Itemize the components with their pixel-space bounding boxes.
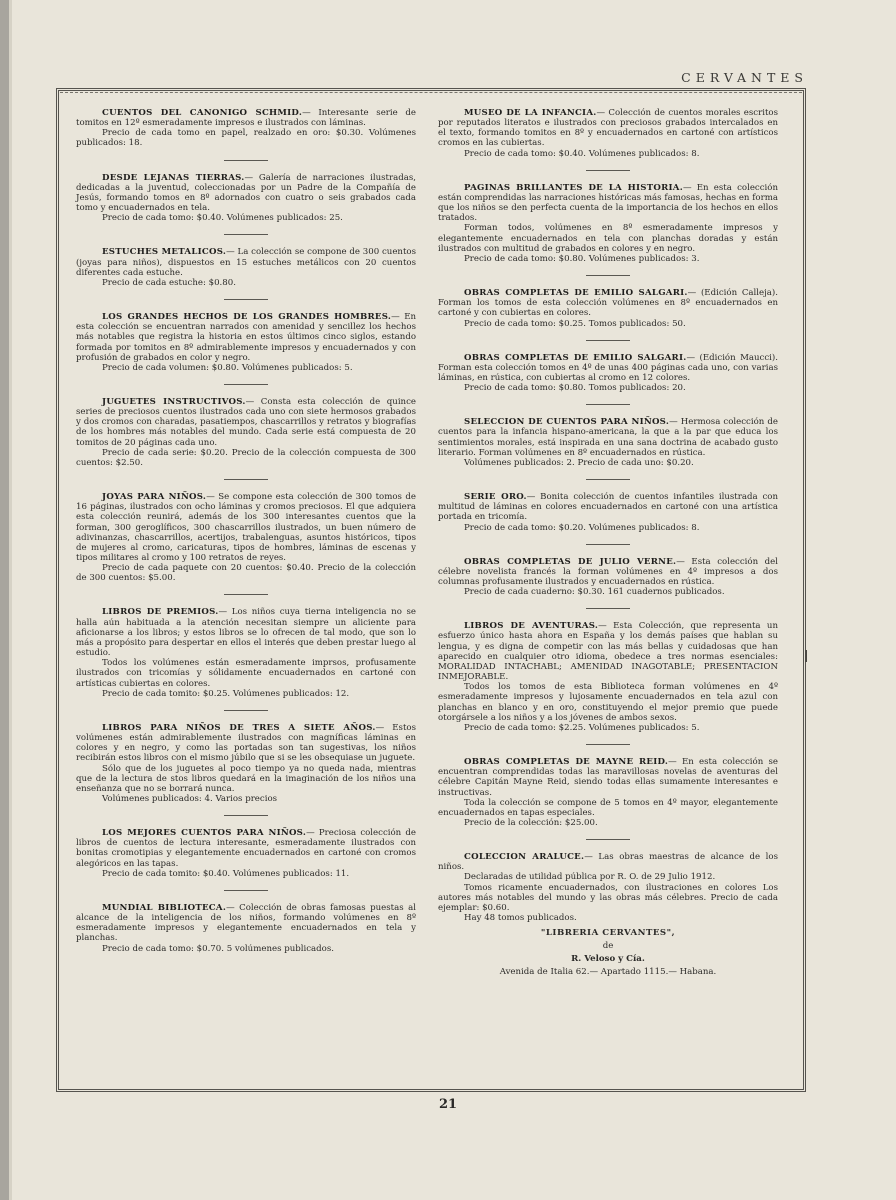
entry-title: COLECCION ARALUCE. xyxy=(464,852,585,863)
entry-body: En esta colección se encuentran comprendidas todas las maravillosas novelas de aventuras del célebre Capitán Mayne Reid, siendo todas ellas sumamente interesantes e instructivas. xyxy=(438,757,778,798)
entry-price: Precio de cada tomo: $2.25. Volúmenes publicados: 5. xyxy=(464,722,700,733)
entry-price: Precio de la colección: $25.00. xyxy=(464,817,598,828)
entry-price: Precio de cada tomo: $0.40. Volúmenes publicados: 8. xyxy=(464,148,700,159)
entry-body: Preciosa colección de libros de cuentos de lectura interesante, esmeradamente ilustrados con bonitas cromotipias y elegantemente encuadernados en cartoné con cromos alegóricos en las tapas. xyxy=(76,828,417,869)
entry-separator xyxy=(586,544,630,545)
right-column xyxy=(438,108,778,979)
entry-price: Precio de cada estuche: $0.80. xyxy=(102,277,236,288)
entry-separator xyxy=(224,384,268,385)
catalog-entry xyxy=(438,353,778,394)
entry-separator xyxy=(586,170,630,171)
entry-body: Se compone esta colección de 300 tomos de 16 páginas, ilustrados con ocho láminas y cromos preciosos. El que adquiera esta colección reunirá, además de los 300 interesantes cuentos que la forman, 300 geroglíficos, 300 chascarrillos ilustrados, un buen número de adivinanzas, chascarrillos, acertijos, trabalenguas, asuntos históricos, tipos de mujeres al cromo, caricaturas, tipos de hombres, láminas de escenas y tipos militares al cromo y 100 retratos de reyes. xyxy=(76,492,417,563)
entry-extra-paragraph: Sólo que de los juguetes al poco tiempo ya no queda nada, mientras que de la lectura de stos libros quedará en la imaginación de los niños una enseñanza que no se borrará nunca. xyxy=(76,763,416,794)
entry-separator xyxy=(224,594,268,595)
catalog-entry xyxy=(76,173,416,224)
entry-price: Precio de cada tomo: $0.80. Tomos publicados: 20. xyxy=(464,383,686,394)
entry-body: Hermosa colección de cuentos para la infancia hispano-americana, la que a la par que educa los sentimientos morales, está inspirada en una sana doctrina de acabado gusto literario. Forman volúmenes en 8º encuadernados en rústica. xyxy=(438,417,779,458)
catalog-entry xyxy=(76,828,416,879)
entry-title: OBRAS COMPLETAS DE JULIO VERNE. xyxy=(464,556,677,567)
catalog-entry xyxy=(438,492,778,533)
entry-description: PAGINAS BRILLANTES DE LA HISTORIA.— En esta colección están comprendidas las narraciones históricas más famosas, hechas en forma que los niños se den perfecta cuenta de la importancia de los hechos en ellos tratados. xyxy=(438,182,778,224)
entry-description: OBRAS COMPLETAS DE JULIO VERNE.— Esta colección del célebre novelista francés la forman volúmenes en 4º impresos a dos columnas profusamente ilustrados y encuadernados en rústica. xyxy=(438,556,779,587)
catalog-entry xyxy=(76,723,416,804)
entry-description: OBRAS COMPLETAS DE EMILIO SALGARI.— (Edición Calleja). Forman los tomos de esta colección volúmenes en 8º encuadernados en cartoné y con cubiertas en colores. xyxy=(438,288,778,319)
left-column xyxy=(76,108,416,954)
entry-title: OBRAS COMPLETAS DE EMILIO SALGARI. xyxy=(464,288,688,299)
entry-price: Precio de cada tomo: $0.20. Volúmenes publicados: 8. xyxy=(464,522,700,533)
entry-separator xyxy=(224,479,268,480)
entry-price: Volúmenes publicados: 4. Varios precios xyxy=(102,793,278,804)
entry-price: Precio de cada tomo: $0.40. Volúmenes publicados: 25. xyxy=(102,213,343,224)
right-column-entries xyxy=(438,108,778,923)
entry-title: DESDE LEJANAS TIERRAS. xyxy=(102,172,245,183)
entry-separator xyxy=(224,890,268,891)
margin-mark xyxy=(805,650,807,662)
entry-title: LIBROS PARA NIÑOS DE TRES A SIETE AÑOS. xyxy=(102,722,376,733)
catalog-entry xyxy=(438,557,778,598)
entry-description: SERIE ORO.— Bonita colección de cuentos infantiles ilustrada con multitud de láminas en colores encuadernados en cartoné con una artística portada en tricomía. xyxy=(438,492,778,523)
catalog-entry xyxy=(438,417,778,468)
entry-description: LOS MEJORES CUENTOS PARA NIÑOS.— Preciosa colección de libros de cuentos de lectura interesante, esmeradamente ilustrados con bonitas cromotipias y elegantemente encuadernados en cartoné con cromos alegóricos en las tapas. xyxy=(76,828,417,869)
entry-separator xyxy=(586,744,630,745)
entry-separator xyxy=(586,479,630,480)
catalog-entry xyxy=(76,312,416,373)
entry-description: SELECCION DE CUENTOS PARA NIÑOS.— Hermosa colección de cuentos para la infancia hispano-americana, la que a la par que educa los sentimientos morales, está inspirada en una sana doctrina de acabado gusto literario. Forman volúmenes en 8º encuadernados en rústica. xyxy=(438,417,779,458)
entry-price: Precio de cada tomito: $0.25. Volúmenes publicados: 12. xyxy=(102,688,350,699)
entry-description: MUNDIAL BIBLIOTECA.— Colección de obras famosas puestas al alcance de la inteligencia de los niños, formando volúmenes en 8º esmeradamente impresos y elegantemente encuadernados en tela y planchas. xyxy=(76,902,416,944)
entry-title: LIBROS DE AVENTURAS. xyxy=(464,621,599,632)
entry-separator xyxy=(224,299,268,300)
entry-price: Precio de cada tomo en papel, realzado en oro: $0.30. Volúmenes publicados: 18. xyxy=(76,128,416,149)
imprint-company: R. Veloso y Cía. xyxy=(571,954,645,965)
entry-title: OBRAS COMPLETAS DE MAYNE REID. xyxy=(464,757,669,768)
entry-description: JOYAS PARA NIÑOS.— Se compone esta colección de 300 tomos de 16 páginas, ilustrados con ocho láminas y cromos preciosos. El que adquiera esta colección reunirá, además de los 300 interesantes cuentos que la forman, 300 geroglíficos, 300 chascarrillos ilustrados, un buen número de adivinanzas, chascarrillos, acertijos, trabalenguas, asuntos históricos, tipos de mujeres al cromo, caricaturas, tipos de hombres, láminas de escenas y tipos militares al cromo y 100 retratos de reyes. xyxy=(76,492,417,563)
entry-body: En esta colección se encuentran narrados con amenidad y sencillez los hechos más notables que registra la historia en estos últimos cinco siglos, estando formada por tomitos en 8º admirablemente impresos y encuadernados y con profusión de grabados en color y negro. xyxy=(76,312,416,363)
entry-body: Colección de cuentos morales escritos por reputados literatos e ilustrados con preciosos grabados intercalados en el texto, formando tomitos en 8º y encuadernados en cartoné con artísticos cromos en las cubiertas. xyxy=(438,108,778,149)
running-header: CERVANTES xyxy=(681,70,808,85)
imprint-of: de xyxy=(602,941,614,952)
entry-body: Estos volúmenes están admirablemente ilustrados con magníficas láminas en colores y en negro, y como las portadas son tan sugestivas, los niños recibirán estos libros con el mismo júbilo que si se les obsequiase un juguete. xyxy=(76,722,416,764)
entry-title: ESTUCHES METALICOS. xyxy=(102,247,227,258)
entry-separator xyxy=(586,839,630,840)
entry-body: Interesante serie de tomitos en 12º esmeradamente impresos e ilustrados con láminas. xyxy=(76,108,417,129)
catalog-entry xyxy=(76,108,416,149)
entry-description: CUENTOS DEL CANONIGO SCHMID.— Interesante serie de tomitos en 12º esmeradamente impresos e ilustrados con láminas. xyxy=(76,108,417,129)
entry-title: MUSEO DE LA INFANCIA. xyxy=(464,108,597,118)
entry-description: ESTUCHES METALICOS.— La colección se compone de 300 cuentos (joyas para niños), dispuestos en 15 estuches metálicos con 20 cuentos diferentes cada estuche. xyxy=(76,247,416,278)
entry-description: DESDE LEJANAS TIERRAS.— Galería de narraciones ilustradas, dedicadas a la juventud, coleccionadas por un Padre de la Compañía de Jesús, formando tomos en 8º adornados con cuatro o seis grabados cada tomo y encuadernados en tela. xyxy=(76,172,416,214)
catalog-entry xyxy=(438,852,778,923)
entry-title: LOS GRANDES HECHOS DE LOS GRANDES HOMBRES. xyxy=(102,312,392,323)
entry-body: Bonita colección de cuentos infantiles ilustrada con multitud de láminas en colores encuadernados en cartoné con una artística portada en tricomía. xyxy=(438,492,778,523)
entry-body: Las obras maestras de alcance de los niños. xyxy=(438,852,778,873)
entry-description: LOS GRANDES HECHOS DE LOS GRANDES HOMBRES.— En esta colección se encuentran narrados con amenidad y sencillez los hechos más notables que registra la historia en estos últimos cinco siglos, estando formada por tomitos en 8º admirablemente impresos y encuadernados y con profusión de grabados en color y negro. xyxy=(76,312,416,363)
entry-body: (Edición Calleja). Forman los tomos de esta colección volúmenes en 8º encuadernados en cartoné y con cubiertas en colores. xyxy=(438,288,778,319)
entry-title: LOS MEJORES CUENTOS PARA NIÑOS. xyxy=(102,828,307,839)
page-gutter xyxy=(9,0,12,1200)
entry-body: Los niños cuya tierna inteligencia no se halla aún habituada a la atención necesitan siempre un aliciente para aficionarse a los libros; y estos libros se lo ofrecen de tal modo, que son lo más a propósito para despertar en ellos el interés que deben prestar luego al estudio. xyxy=(76,607,416,659)
imprint-address: Avenida de Italia 62.— Apartado 1115.— Habana. xyxy=(499,967,717,978)
entry-body: (Edición Maucci). Forman esta colección tomos en 4º de unas 400 páginas cada uno, con varias láminas, en rústica, con cubiertas al cromo en 12 colores. xyxy=(438,352,778,383)
entry-body: La colección se compone de 300 cuentos (joyas para niños), dispuestos en 15 estuches metálicos con 20 cuentos diferentes cada estuche. xyxy=(76,247,416,278)
entry-title: OBRAS COMPLETAS DE EMILIO SALGARI. xyxy=(464,352,687,363)
entry-extra-paragraph: Toda la colección se compone de 5 tomos en 4º mayor, elegantemente encuadernados en tapas especiales. xyxy=(438,797,778,818)
entry-extra-paragraph: Todos los volúmenes están esmeradamente imprsos, profusamente ilustrados con tricomías y sólidamente encuadernados en cartoné con artísticas cubiertas en colores. xyxy=(76,658,416,689)
imprint-name: "LIBRERIA CERVANTES", xyxy=(540,928,676,939)
entry-separator xyxy=(224,160,268,161)
page-number: 21 xyxy=(438,1097,458,1112)
catalog-entry xyxy=(438,621,778,733)
entry-price: Precio de cada tomo: $0.70. 5 volúmenes publicados. xyxy=(102,943,334,954)
entry-description: LIBROS DE AVENTURAS.— Esta Colección, que representa un esfuerzo único hasta ahora en España y los demás países que hablan su lengua, y es digna de competir con las más bellas y cuidadosas que han aparecido en cualquier otro idioma, obedece a tres normas esenciales: MORALIDAD INTACHABL; AMENIDAD INAGOTABLE; PRESENTACION INMEJORABLE. xyxy=(438,621,779,683)
catalog-entry xyxy=(76,607,416,698)
entry-separator xyxy=(586,275,630,276)
entry-price: Precio de cada serie: $0.20. Precio de la colección compuesta de 300 cuentos: $2.50. xyxy=(76,447,416,468)
entry-description: OBRAS COMPLETAS DE MAYNE REID.— En esta colección se encuentran comprendidas todas las maravillosas novelas de aventuras del célebre Capitán Mayne Reid, siendo todas ellas sumamente interesantes e instructivas. xyxy=(438,757,778,798)
entry-price: Precio de cada tomo: $0.25. Tomos publicados: 50. xyxy=(464,318,686,329)
entry-separator xyxy=(224,815,268,816)
entry-body: Esta Colección, que representa un esfuerzo único hasta ahora en España y los demás países que hablan su lengua, y es digna de competir con las más bellas y cuidadosas que han aparecido en cualquier otro idioma, obedece a tres normas esenciales: MORALIDAD INTACHABL; AMENIDAD INAGOTABLE; PRESENTACION INMEJORABLE. xyxy=(438,621,779,683)
catalog-entry xyxy=(438,288,778,329)
entry-separator xyxy=(586,340,630,341)
catalog-entry xyxy=(438,108,778,159)
entry-separator xyxy=(586,404,630,405)
entry-price: Precio de cada tomo: $0.80. Volúmenes publicados: 3. xyxy=(464,253,700,264)
entry-price: Precio de cada tomito: $0.40. Volúmenes publicados: 11. xyxy=(102,868,350,879)
entry-price: Precio de cada paquete con 20 cuentos: $0.40. Precio de la colección de 300 cuentos: $5.00. xyxy=(76,563,416,584)
entry-price: Precio de cada cuaderno: $0.30. 161 cuadernos publicados. xyxy=(464,587,725,598)
catalog-entry xyxy=(438,757,778,828)
entry-description: MUSEO DE LA INFANCIA.— Colección de cuentos morales escritos por reputados literatos e ilustrados con preciosos grabados intercalados en el texto, formando tomitos en 8º y encuadernados en cartoné con artísticos cromos en las cubiertas. xyxy=(438,108,778,149)
entry-separator xyxy=(224,710,268,711)
catalog-entry xyxy=(76,903,416,954)
catalog-entry xyxy=(438,183,778,264)
entry-description: LIBROS PARA NIÑOS DE TRES A SIETE AÑOS.— Estos volúmenes están admirablemente ilustrados con magníficas láminas en colores y en negro, y como las portadas son tan sugestivas, los niños recibirán estos libros con el mismo júbilo que si se les obsequiase un juguete. xyxy=(76,722,416,764)
entry-body: Esta colección del célebre novelista francés la forman volúmenes en 4º impresos a dos columnas profusamente ilustrados y encuadernados en rústica. xyxy=(438,556,779,587)
entry-price: Precio de cada volumen: $0.80. Volúmenes publicados: 5. xyxy=(102,362,353,373)
entry-title: LIBROS DE PREMIOS. xyxy=(102,607,219,618)
entry-description: LIBROS DE PREMIOS.— Los niños cuya tierna inteligencia no se halla aún habituada a la atención necesitan siempre un aliciente para aficionarse a los libros; y estos libros se lo ofrecen de tal modo, que son lo más a propósito para despertar en ellos el interés que deben prestar luego al estudio. xyxy=(76,607,416,659)
catalog-entry xyxy=(76,492,416,583)
entry-title: PAGINAS BRILLANTES DE LA HISTORIA. xyxy=(464,182,683,193)
entry-body: Consta esta colección de quince series de preciosos cuentos ilustrados cada uno con siete hermosos grabados y dos cromos con charadas, pasatiempos, chascarrillos y retratos y biografías de los hombres más notables del mundo. Cada serie está compuesta de 20 tomitos de 20 páginas cada uno. xyxy=(76,396,416,448)
entry-price: Hay 48 tomos publicados. xyxy=(464,913,577,924)
catalog-entry xyxy=(76,247,416,288)
entry-price: Volúmenes publicados: 2. Precio de cada uno: $0.20. xyxy=(464,457,694,468)
catalog-entry xyxy=(76,397,416,468)
entry-title: JOYAS PARA NIÑOS. xyxy=(102,492,207,503)
entry-description: OBRAS COMPLETAS DE EMILIO SALGARI.— (Edición Maucci). Forman esta colección tomos en 4º de unas 400 páginas cada uno, con varias láminas, en rústica, con cubiertas al cromo en 12 colores. xyxy=(438,352,778,383)
entry-description: JUGUETES INSTRUCTIVOS.— Consta esta colección de quince series de preciosos cuentos ilustrados cada uno con siete hermosos grabados y dos cromos con charadas, pasatiempos, chascarrillos y retratos y biografías de los hombres más notables del mundo. Cada serie está compuesta de 20 tomitos de 20 páginas cada uno. xyxy=(76,396,416,448)
entry-body: Galería de narraciones ilustradas, dedicadas a la juventud, coleccionadas por un Padre de la Compañía de Jesús, formando tomos en 8º adornados con cuatro o seis grabados cada tomo y encuadernados en tela. xyxy=(76,172,416,214)
entry-title: MUNDIAL BIBLIOTECA. xyxy=(102,902,227,913)
entry-title: SERIE ORO. xyxy=(464,492,527,503)
entry-separator xyxy=(224,234,268,235)
entry-body: En esta colección están comprendidas las narraciones históricas más famosas, hechas en forma que los niños se den perfecta cuenta de la importancia de los hechos en ellos tratados. xyxy=(438,182,778,224)
entry-title: CUENTOS DEL CANONIGO SCHMID. xyxy=(102,108,303,118)
entry-extra-paragraph: Tomos ricamente encuadernados, con ilustraciones en colores Los autores más notables del mundo y las obras más célebres. Precio de cada ejemplar: $0.60. xyxy=(438,882,778,913)
publisher-imprint xyxy=(438,927,778,979)
entry-extra-paragraph: Todos los tomos de esta Biblioteca forman volúmenes en 4º esmeradamente impresos y lujosamente encuadernados en tela azul con planchas en blanco y en oro, constituyendo el mejor premio que puede otorgársele a los niños y a los jóvenes de ambos sexos. xyxy=(438,682,778,723)
entry-extra-paragraph: Forman todos, volúmenes en 8º esmeradamente impresos y elegantemente encuadernados en tela con planchas doradas y están ilustrados con multitud de grabados en colores y en negro. xyxy=(438,223,778,254)
entry-separator xyxy=(586,608,630,609)
entry-description: COLECCION ARALUCE.— Las obras maestras de alcance de los niños. xyxy=(438,852,778,873)
entry-extra-paragraph: Declaradas de utilidad pública por R. O. de 29 Julio 1912. xyxy=(464,872,716,883)
entry-body: Colección de obras famosas puestas al alcance de la inteligencia de los niños, formando volúmenes en 8º esmeradamente impresos y elegantemente encuadernados en tela y planchas. xyxy=(76,902,416,944)
book-binding-edge xyxy=(0,0,9,1200)
entry-title: SELECCION DE CUENTOS PARA NIÑOS. xyxy=(464,417,670,428)
entry-title: JUGUETES INSTRUCTIVOS. xyxy=(102,396,246,407)
top-dashed-rule xyxy=(60,92,802,93)
